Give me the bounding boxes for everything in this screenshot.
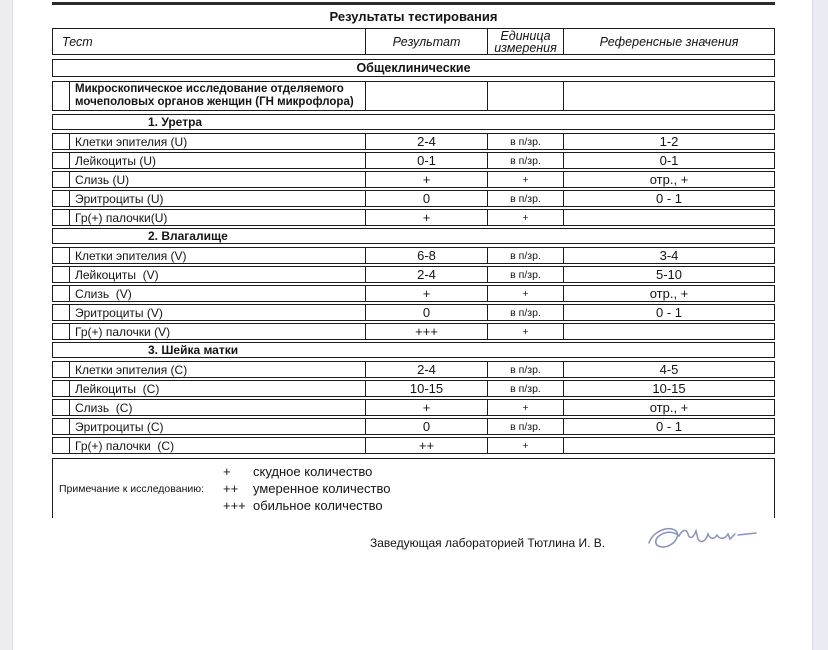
test-name: Лейкоциты (V): [69, 267, 365, 282]
test-name: Эритроциты (U): [69, 191, 365, 206]
unit-cell: +: [487, 210, 563, 225]
reference-cell: 10-15: [563, 381, 774, 396]
note-line: [223, 480, 390, 497]
row-index-cell: [53, 305, 69, 320]
unit-cell: в п/зр.: [487, 134, 563, 149]
result-cell: 0-1: [365, 153, 487, 168]
unit-cell: в п/зр.: [487, 191, 563, 206]
unit-cell: +: [487, 400, 563, 415]
note-symbol: +++: [223, 498, 246, 513]
top-divider: [52, 2, 775, 5]
table-row: [52, 247, 775, 264]
section-header-urethra: [52, 114, 775, 130]
result-cell: +++: [365, 324, 487, 339]
row-index-cell: [53, 134, 69, 149]
result-cell: +: [365, 172, 487, 187]
table-row: [52, 304, 775, 321]
test-name: Гр(+) палочки (V): [69, 324, 365, 339]
reference-cell: отр., +: [563, 400, 774, 415]
note-text: обильное количество: [253, 498, 383, 513]
row-index-cell: [53, 438, 69, 453]
signature-label: Заведующая лабораторией Тютлина И. В.: [370, 535, 606, 550]
row-index-cell: [53, 381, 69, 396]
test-name: Клетки эпителия (С): [69, 362, 365, 377]
test-name: Гр(+) палочки (С): [69, 438, 365, 453]
reference-cell: [563, 438, 774, 453]
reference-cell: 4-5: [563, 362, 774, 377]
reference-cell: 0 - 1: [563, 305, 774, 320]
table-row: [52, 171, 775, 188]
signature-row: [370, 525, 775, 560]
result-cell: 2-4: [365, 267, 487, 282]
reference-cell: 3-4: [563, 248, 774, 263]
table-row: [52, 323, 775, 340]
unit-cell: в п/зр.: [487, 362, 563, 377]
table-row: [52, 190, 775, 207]
result-cell: 0: [365, 419, 487, 434]
study-notes-box: [52, 458, 775, 518]
row-index-cell: [53, 362, 69, 377]
panel-row: [52, 81, 775, 111]
unit-cell: в п/зр.: [487, 305, 563, 320]
result-cell: 0: [365, 191, 487, 206]
result-cell: ++: [365, 438, 487, 453]
section-header-cervix: [52, 342, 775, 358]
reference-cell: отр., +: [563, 172, 774, 187]
result-cell: 6-8: [365, 248, 487, 263]
test-name: Клетки эпителия (U): [69, 134, 365, 149]
section-title: 1. Уретра: [148, 115, 203, 129]
unit-cell: в п/зр.: [487, 419, 563, 434]
row-index-cell: [53, 267, 69, 282]
unit-cell: [487, 82, 563, 110]
result-cell: 10-15: [365, 381, 487, 396]
test-name: Слизь (U): [69, 172, 365, 187]
section-title: 3. Шейка матки: [148, 343, 239, 357]
notes-legend: [223, 463, 390, 514]
unit-cell: +: [487, 286, 563, 301]
panel-name: Микроскопическое исследование отделяемого мочеполовых органов женщин (ГН микрофлора): [69, 82, 365, 110]
note-line: [223, 463, 390, 480]
row-index-cell: [53, 210, 69, 225]
test-name: Гр(+) палочки(U): [69, 210, 365, 225]
table-row: [52, 133, 775, 150]
unit-cell: в п/зр.: [487, 381, 563, 396]
reference-cell: [563, 324, 774, 339]
unit-cell: +: [487, 172, 563, 187]
reference-cell: 0-1: [563, 153, 774, 168]
row-index-cell: [53, 419, 69, 434]
reference-cell: [563, 82, 774, 110]
note-symbol: +: [223, 464, 231, 479]
column-header-unit: Единица измерения: [487, 29, 563, 54]
result-cell: 0: [365, 305, 487, 320]
column-header-test: Тест: [62, 34, 93, 49]
row-index-cell: [53, 82, 69, 110]
row-index-cell: [53, 153, 69, 168]
unit-cell: в п/зр.: [487, 153, 563, 168]
table-header-row: [52, 28, 775, 55]
table-row: [52, 266, 775, 283]
unit-cell: в п/зр.: [487, 248, 563, 263]
unit-cell: в п/зр.: [487, 267, 563, 282]
reference-cell: 1-2: [563, 134, 774, 149]
table-row: [52, 380, 775, 397]
category-row: [52, 59, 775, 77]
row-index-cell: [53, 248, 69, 263]
reference-cell: 0 - 1: [563, 419, 774, 434]
test-name: Лейкоциты (U): [69, 153, 365, 168]
unit-cell: +: [487, 438, 563, 453]
table-row: [52, 152, 775, 169]
note-text: скудное количество: [253, 464, 373, 479]
table-row: [52, 437, 775, 454]
note-text: умеренное количество: [253, 481, 391, 496]
test-name: Слизь (С): [69, 400, 365, 415]
reference-cell: 0 - 1: [563, 191, 774, 206]
result-cell: [365, 82, 487, 110]
signature-image: [643, 519, 763, 560]
result-cell: 2-4: [365, 362, 487, 377]
note-symbol: ++: [223, 481, 239, 496]
column-header-reference: Референсные значения: [563, 29, 774, 54]
result-cell: 2-4: [365, 134, 487, 149]
table-row: [52, 209, 775, 226]
table-row: [52, 399, 775, 416]
table-row: [52, 285, 775, 302]
scrollbar-area-right: [812, 0, 828, 650]
test-name: Лейкоциты (С): [69, 381, 365, 396]
row-index-cell: [53, 191, 69, 206]
section-header-vagina: [52, 228, 775, 244]
test-name: Клетки эпителия (V): [69, 248, 365, 263]
reference-cell: [563, 210, 774, 225]
result-cell: +: [365, 400, 487, 415]
page-title: Результаты тестирования: [329, 9, 498, 24]
notes-label: Примечание к исследованию:: [59, 482, 205, 495]
result-cell: +: [365, 286, 487, 301]
row-index-cell: [53, 286, 69, 301]
reference-cell: 5-10: [563, 267, 774, 282]
result-cell: +: [365, 210, 487, 225]
row-index-cell: [53, 324, 69, 339]
report-sheet: [52, 2, 775, 560]
table-row: [52, 418, 775, 435]
note-line: [223, 497, 390, 514]
test-name: Эритроциты (V): [69, 305, 365, 320]
test-name: Слизь (V): [69, 286, 365, 301]
column-header-result: Результат: [365, 29, 487, 54]
reference-cell: отр., +: [563, 286, 774, 301]
row-index-cell: [53, 172, 69, 187]
category-title: Общеклинические: [356, 61, 471, 75]
unit-cell: +: [487, 324, 563, 339]
test-name: Эритроциты (С): [69, 419, 365, 434]
page-edge-left: [0, 0, 13, 650]
table-row: [52, 361, 775, 378]
row-index-cell: [53, 400, 69, 415]
section-title: 2. Влагалище: [148, 229, 228, 243]
